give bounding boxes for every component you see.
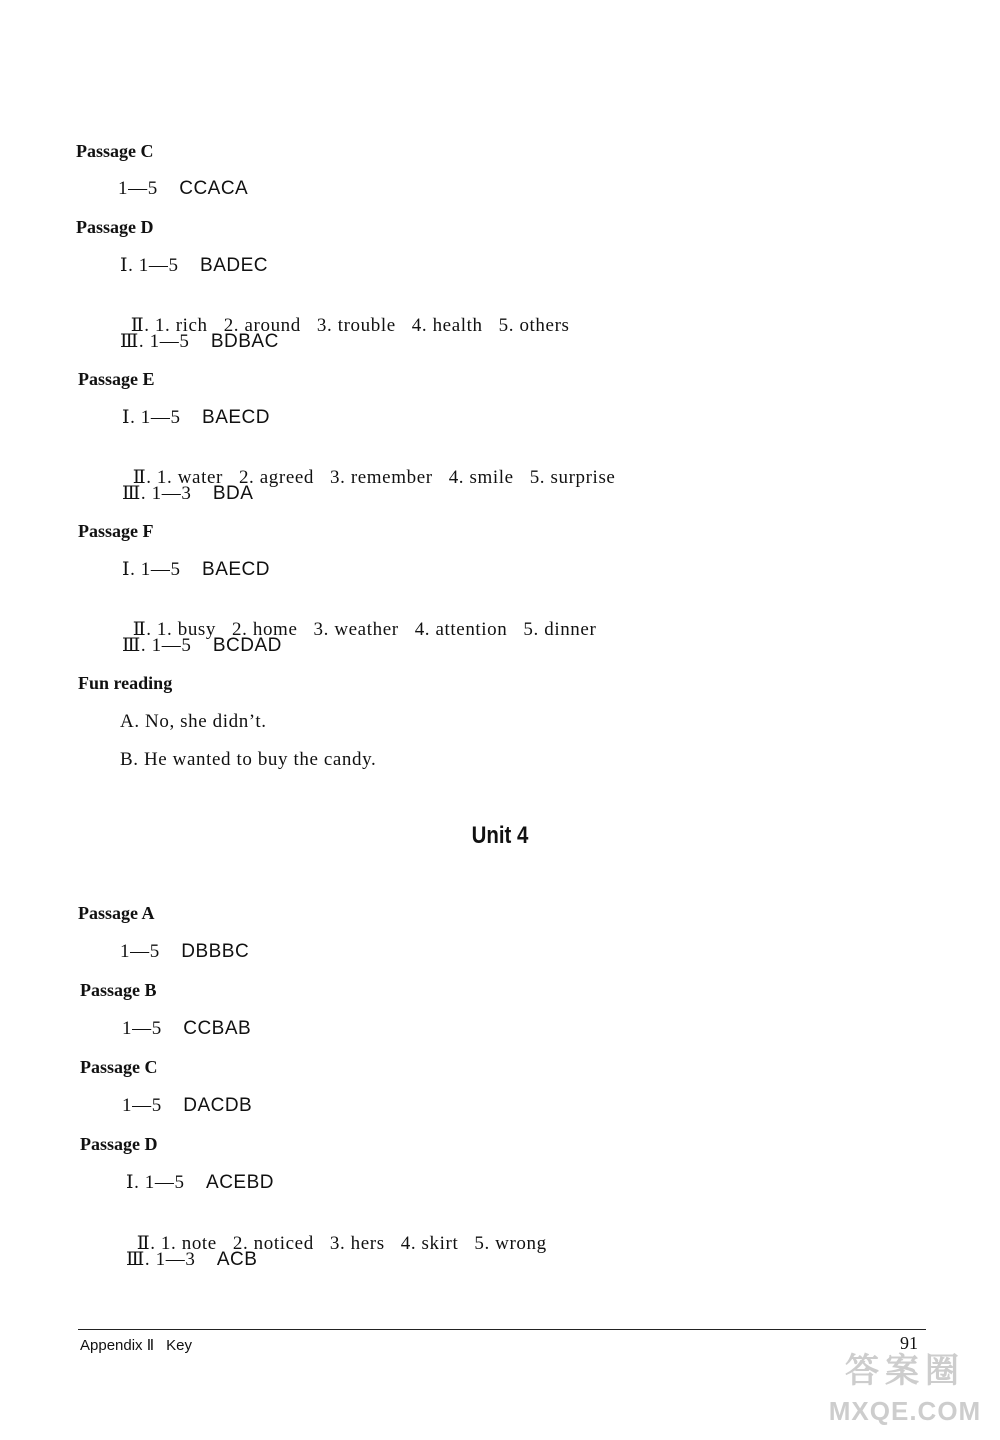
heading-passage-d-unit4: Passage D [80, 1134, 158, 1154]
heading-passage-b: Passage B [80, 980, 157, 1000]
answer-key: DBBBC [181, 941, 250, 962]
answer-key: BAECD [202, 559, 270, 580]
answer-line [122, 406, 270, 429]
answer-line [122, 1018, 251, 1040]
answer-range: Ⅲ. 1—5 [120, 331, 190, 352]
answer-line [120, 330, 279, 353]
answer-range: 1—5 [120, 941, 160, 962]
answer-key: CCBAB [183, 1018, 252, 1039]
footer-appendix: Appendix Ⅱ [80, 1337, 155, 1354]
watermark [810, 1348, 1000, 1440]
answer-key: BAECD [202, 407, 270, 428]
answer-key: ACB [216, 1249, 258, 1270]
heading-passage-c-unit4: Passage C [80, 1057, 158, 1077]
footer-key: Key [166, 1337, 192, 1354]
answer-range: 1—5 [122, 1018, 162, 1039]
heading-passage-a: Passage A [78, 903, 155, 923]
watermark-site-text: MXQE.COM [828, 1396, 982, 1426]
answer-range: 1—5 [118, 178, 158, 199]
answer-range: Ⅲ. 1—3 [126, 1249, 196, 1270]
answer-key: BDBAC [210, 331, 279, 352]
answer-line [120, 254, 268, 277]
answer-line [126, 1248, 257, 1271]
answer-line [122, 634, 282, 657]
watermark-logo-text: 答案圈 [845, 1352, 965, 1390]
answer-text: Ⅱ. 1. busy 2. home 3. weather 4. attention 5. dinner [132, 619, 597, 640]
answer-key: DACDB [183, 1095, 253, 1116]
page-number: 91 [900, 1333, 918, 1353]
answer-key: BDA [212, 483, 254, 504]
answer-line [120, 711, 267, 733]
heading-passage-f: Passage F [78, 521, 154, 541]
footer-label [80, 1336, 192, 1354]
answer-key: CCACA [179, 178, 249, 199]
answer-text: Ⅱ. 1. rich 2. around 3. trouble 4. health 5. others [130, 315, 570, 336]
answer-range: Ⅰ. 1—5 [126, 1172, 185, 1193]
answer-key: BADEC [200, 255, 268, 276]
answer-key: BCDAD [212, 635, 282, 656]
answer-line [120, 749, 376, 771]
answer-range: Ⅰ. 1—5 [122, 559, 181, 580]
heading-fun-reading: Fun reading [78, 673, 173, 693]
answer-line [122, 558, 270, 581]
answer-range: 1—5 [122, 1095, 162, 1116]
answer-line [122, 482, 253, 505]
footer-rule [78, 1329, 926, 1330]
answer-line [118, 178, 248, 200]
answer-range: Ⅰ. 1—5 [120, 255, 179, 276]
answer-line [122, 1095, 252, 1117]
heading-passage-e: Passage E [78, 369, 155, 389]
answer-range: Ⅰ. 1—5 [122, 407, 181, 428]
answer-range: Ⅲ. 1—5 [122, 635, 192, 656]
answer-text: A. No, she didn’t. [120, 711, 267, 732]
answer-key: ACEBD [206, 1172, 274, 1193]
answer-text: Ⅱ. 1. water 2. agreed 3. remember 4. smile 5. surprise [132, 467, 616, 488]
heading-passage-c: Passage C [76, 141, 154, 161]
answer-line [120, 941, 249, 963]
unit-title: Unit 4 [471, 822, 529, 849]
heading-passage-d: Passage D [76, 217, 154, 237]
answer-text: Ⅱ. 1. note 2. noticed 3. hers 4. skirt 5. wrong [136, 1233, 547, 1254]
answer-text: B. He wanted to buy the candy. [120, 749, 377, 770]
answer-range: Ⅲ. 1—3 [122, 483, 192, 504]
answer-line [126, 1171, 274, 1194]
